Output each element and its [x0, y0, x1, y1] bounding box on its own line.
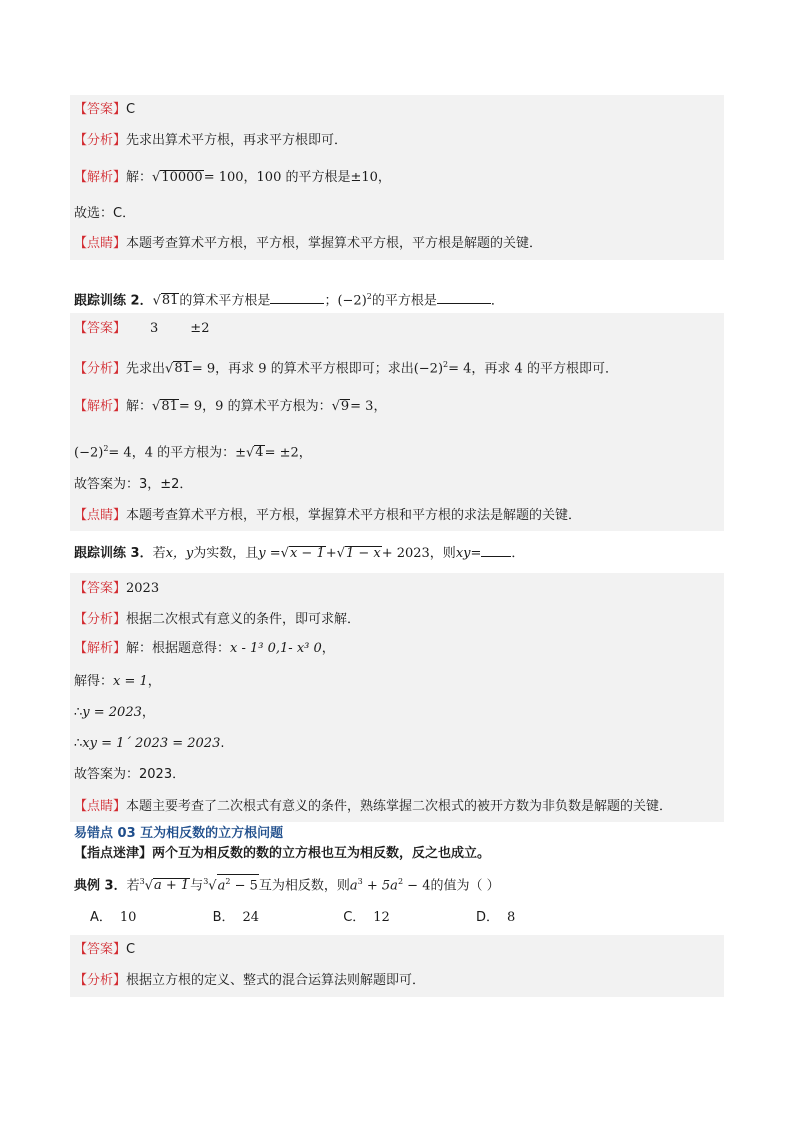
option-c[interactable]: C． 12: [343, 910, 390, 925]
solution-line-3: 【解析】解：根据题意得：x - 1³ 0,1- x³ 0，: [74, 641, 335, 656]
sqrt-arg: 10000: [161, 170, 203, 185]
answer-line-4: 【答案】C: [74, 942, 136, 957]
option-d[interactable]: D． 8: [475, 910, 516, 925]
answer-blank: [270, 291, 324, 304]
option-b[interactable]: B． 24: [212, 910, 260, 925]
question-2: 跟踪训练 2．√81的算术平方根是 ；$(-2)^2$的平方根是 ．: [74, 292, 504, 309]
example-3: 典例 3．若$^3$√a + 1与$^3√a^2 - 5$互为相反数，则$a^3 + 5a^2 - 4$的值为（ ）: [74, 871, 500, 893]
comment-line-2: 【点睛】本题考查算术平方根，平方根，掌握算术平方根和平方根的求法是解题的关键．: [74, 508, 582, 523]
choose-line-1: 故选：C．: [74, 206, 136, 221]
solution-line-3d: ∴xy = 1´ 2023 = 2023.: [74, 736, 225, 751]
analysis-line-3: 【分析】根据二次根式有意义的条件，即可求解．: [74, 612, 361, 627]
solution-line-2b: $(-2)^2= 4$，4 的平方根为：±√4= ±2，: [74, 444, 312, 461]
analysis-line-4: 【分析】根据立方根的定义、整式的混合运算法则解题即可．: [74, 973, 426, 988]
comment-line-3: 【点睛】本题主要考查了二次根式有意义的条件，熟练掌握二次根式的被开方数为非负数是解题的关键．: [74, 799, 673, 814]
answer-line-1: [74, 99, 135, 121]
final-line-2: 故答案为：3，±2．: [74, 477, 193, 492]
answer-block-2: [70, 313, 724, 531]
options-row: [90, 907, 515, 929]
analysis-line-1: [74, 130, 347, 152]
comment-tag: 【点睛】: [74, 236, 127, 251]
section-heading: 易错点 03 互为相反数的立方根问题: [74, 826, 284, 841]
option-a[interactable]: A． 10: [90, 910, 137, 925]
answer-value: C: [126, 102, 136, 117]
final-line-3: 故答案为：2023．: [74, 767, 186, 782]
analysis-line-2: 【分析】先求出√81= 9，再求 9 的算术平方根即可；求出$(-2)^2= 4$，再求 4 的平方根即可．: [74, 360, 618, 377]
tip-line: 【指点迷津】两个互为相反数的数的立方根也互为相反数，反之也成立。: [74, 846, 491, 861]
solution-tag: 【解析】: [74, 170, 127, 185]
answer-blank: [437, 291, 491, 304]
solution-line-3c: ∴y = 2023，: [74, 705, 155, 720]
answer-line-3: 【答案】2023: [74, 581, 160, 596]
answer-line-2: 【答案】 3 ±2: [74, 321, 210, 336]
answer-tag: 【答案】: [74, 102, 127, 117]
analysis-tag: 【分析】: [74, 133, 127, 148]
analysis-text: 先求出算术平方根，再求平方根即可．: [126, 133, 348, 148]
answer-blank: [481, 544, 511, 557]
solution-line-2: 【解析】解：√81= 9，9 的算术平方根为：√9= 3，: [74, 399, 387, 414]
question-3: 跟踪训练 3．若x，y为实数，且y =√x − 1+√1 − x+ 2023，则xy= ．: [74, 546, 525, 561]
question-title: 跟踪训练 2．: [74, 293, 153, 309]
comment-line-1: 【点睛】本题考查算术平方根，平方根，掌握算术平方根，平方根是解题的关键．: [74, 236, 543, 251]
solution-line-1: 【解析】解：√10000= 100，100 的平方根是±10，: [74, 170, 391, 185]
solution-line-3b: 解得：x = 1，: [74, 674, 161, 689]
